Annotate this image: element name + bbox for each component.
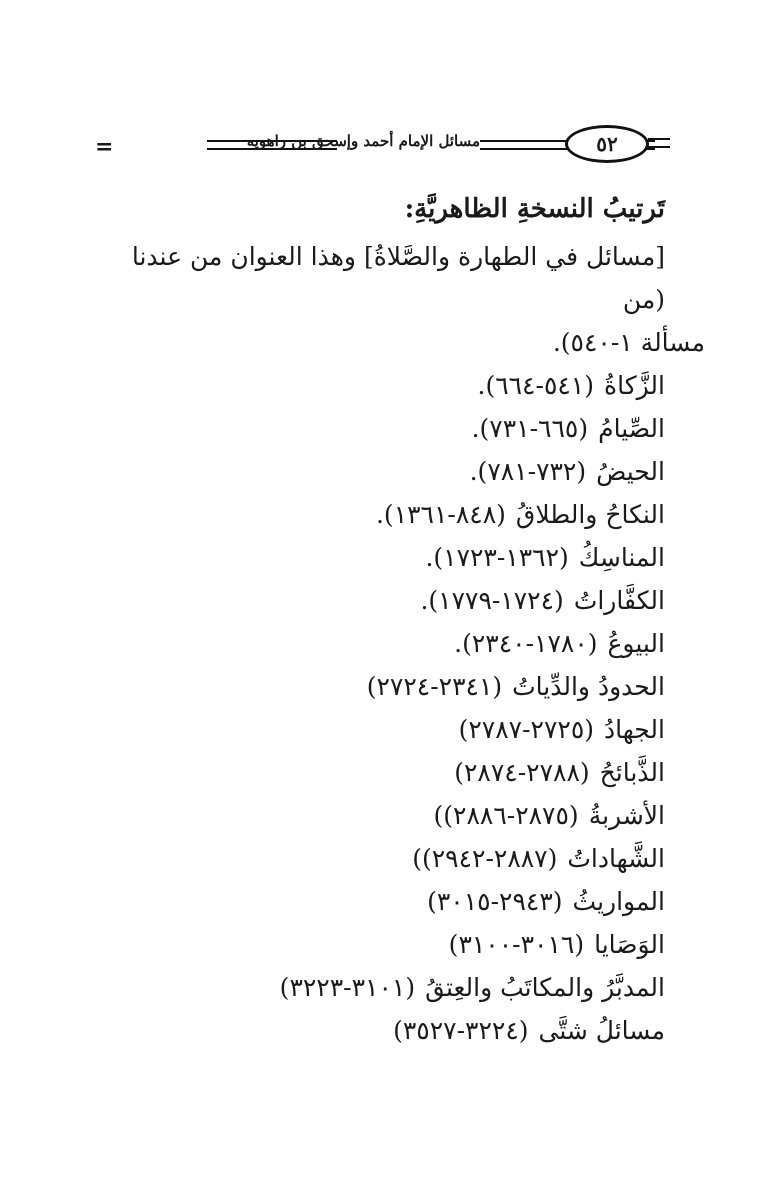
chapter-title: الحيضُ <box>596 457 665 486</box>
chapter-entry <box>100 450 665 493</box>
chapter-range: (٨٤٨-١٣٦١). <box>375 500 506 529</box>
page-body <box>100 188 705 1052</box>
chapter-title: الزَّكاةُ <box>604 371 665 400</box>
page-number-arrow <box>648 138 670 148</box>
chapter-range: (٥٤١-٦٦٤). <box>477 371 595 400</box>
chapter-range: (٣١٠١-٣٢٢٣) <box>279 973 416 1002</box>
chapter-entry <box>100 880 665 923</box>
chapter-title: الحدودُ والدِّياتُ <box>512 672 665 701</box>
chapter-range: (١٧٢٤-١٧٧٩). <box>420 586 564 615</box>
chapter-title: الصِّيامُ <box>598 414 665 443</box>
chapter-title: الذَّبائحُ <box>599 758 665 787</box>
chapter-title: المواريثُ <box>572 887 665 916</box>
chapter-entry <box>100 407 665 450</box>
running-header <box>95 122 670 168</box>
chapter-entry <box>100 493 665 536</box>
intro-paragraph <box>100 235 705 364</box>
chapter-range: (٢٧٢٥-٢٧٨٧) <box>458 715 595 744</box>
chapter-title: الجهادُ <box>604 715 665 744</box>
intro-line-1: [مسائل في الطهارة والصَّلاةُ] وهذا العنوان من عندنا (من <box>131 242 665 314</box>
chapter-title: المدبَّرُ والمكاتَبُ والعِتقُ <box>425 973 665 1002</box>
chapter-list <box>100 364 665 1052</box>
chapter-entry <box>100 751 665 794</box>
header-end-mark: = <box>95 134 114 160</box>
chapter-range: (٣٢٢٤-٣٥٢٧) <box>393 1016 529 1045</box>
section-heading: تَرتيبُ النسخةِ الظاهريَّةِ: <box>404 194 665 224</box>
chapter-title: الوَصَايا <box>594 930 665 959</box>
chapter-range: (١٧٨٠-٢٣٤٠). <box>454 629 598 658</box>
chapter-entry <box>100 708 665 751</box>
chapter-entry <box>100 536 665 579</box>
chapter-title: الأشربةُ <box>588 801 665 830</box>
chapter-entry <box>100 966 665 1009</box>
chapter-entry <box>100 923 665 966</box>
chapter-entry <box>100 364 665 407</box>
chapter-range: (٢٩٤٣-٣٠١٥) <box>427 887 563 916</box>
chapter-title: الكفَّاراتُ <box>573 586 665 615</box>
chapter-title: المناسِكُ <box>578 543 665 572</box>
chapter-title: النكاحُ والطلاقُ <box>515 500 665 529</box>
page-number: ٥٢ <box>596 132 618 156</box>
chapter-entry <box>100 794 665 837</box>
chapter-entry <box>100 837 665 880</box>
chapter-range: (٣٠١٦-٣١٠٠) <box>448 930 585 959</box>
chapter-range: (٢٣٤١-٢٧٢٤) <box>366 672 503 701</box>
page-number-badge <box>565 125 649 163</box>
intro-line-2: مسألة ١-٥٤٠). <box>552 328 705 357</box>
chapter-entry <box>100 622 665 665</box>
chapter-range: (٧٣٢-٧٨١). <box>469 457 587 486</box>
chapter-title: البيوعُ <box>607 629 665 658</box>
chapter-title: الشَّهاداتُ <box>567 844 665 873</box>
chapter-entry <box>100 1009 665 1052</box>
running-title: مسائل الإمام أحمد وإسحق بن راهويه <box>246 132 480 150</box>
chapter-range: (٢٨٨٧-٢٩٤٢)) <box>412 844 558 873</box>
chapter-entry <box>100 579 665 622</box>
chapter-range: (١٣٦٢-١٧٢٣). <box>425 543 569 572</box>
chapter-range: (٦٦٥-٧٣١). <box>471 414 589 443</box>
chapter-range: (٢٧٨٨-٢٨٧٤) <box>454 758 590 787</box>
chapter-range: (٢٨٧٥-٢٨٨٦)) <box>433 801 579 830</box>
chapter-title: مسائلُ شتَّى <box>538 1016 665 1045</box>
chapter-entry <box>100 665 665 708</box>
